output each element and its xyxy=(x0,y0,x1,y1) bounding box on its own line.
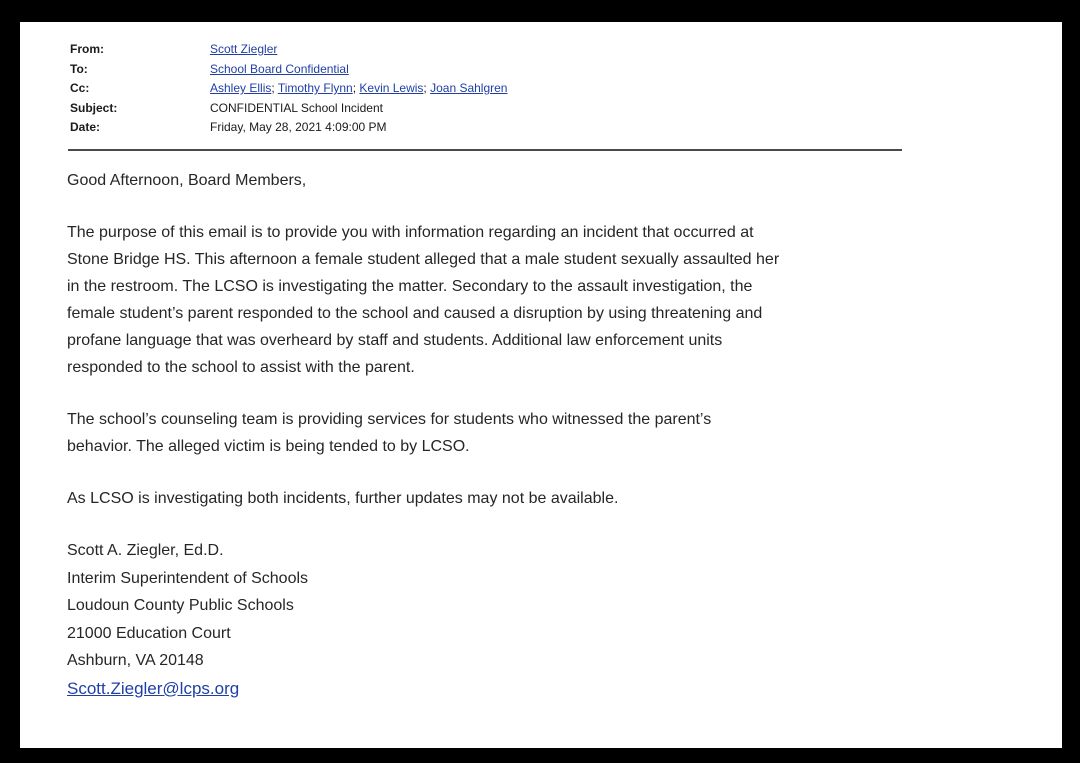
to-label: To: xyxy=(70,61,88,76)
paragraph-1-line: in the restroom. The LCSO is investigating the matter. Secondary to the assault investigation, the xyxy=(67,278,753,295)
spacer xyxy=(67,460,927,485)
to-link[interactable]: School Board Confidential xyxy=(210,61,349,76)
paragraph-3: As LCSO is investigating both incidents, further updates may not be available. xyxy=(67,490,619,507)
signature-name: Scott A. Ziegler, Ed.D. xyxy=(67,542,224,559)
date-row xyxy=(70,118,507,138)
paragraph-2-line: behavior. The alleged victim is being tended to by LCSO. xyxy=(67,438,470,455)
email-body xyxy=(67,167,927,703)
spacer xyxy=(67,512,927,537)
date-value: Friday, May 28, 2021 4:09:00 PM xyxy=(210,120,387,134)
paragraph-1-line: The purpose of this email is to provide you with information regarding an incident that occurred at xyxy=(67,224,754,241)
subject-label: Subject: xyxy=(70,100,118,115)
date-label: Date: xyxy=(70,120,101,134)
greeting: Good Afternoon, Board Members, xyxy=(67,172,307,189)
cc-separator: ; xyxy=(271,81,278,95)
from-label: From: xyxy=(70,42,104,56)
paragraph-2-line: The school’s counseling team is providing services for students who witnessed the parent’s xyxy=(67,411,712,428)
paragraph-1-line: profane language that was overheard by staff and students. Additional law enforcement units xyxy=(67,332,723,349)
signature-address-line-1: 21000 Education Court xyxy=(67,624,231,642)
cc-separator: ; xyxy=(423,81,431,95)
signature-block xyxy=(67,537,927,703)
cc-link-sahlgren[interactable]: Joan Sahlgren xyxy=(430,81,508,95)
signature-address-line-2: Ashburn, VA 20148 xyxy=(67,652,204,669)
paragraph-1-line: responded to the school to assist with the parent. xyxy=(67,359,415,376)
cc-separator: ; xyxy=(352,81,360,95)
paragraph-1-line: Stone Bridge HS. This afternoon a female student alleged that a male student sexually assaulted her xyxy=(67,251,780,268)
paragraph-2 xyxy=(67,406,927,460)
paragraph-1-line: female student’s parent responded to the school and caused a disruption by using threatening and xyxy=(67,305,763,322)
subject-value: CONFIDENTIAL School Incident xyxy=(210,100,383,115)
paragraph-1 xyxy=(67,219,927,381)
email-header xyxy=(70,40,507,138)
subject-row xyxy=(70,99,507,119)
from-row xyxy=(70,40,507,60)
cc-list xyxy=(210,79,507,99)
to-row xyxy=(70,60,507,80)
email-document xyxy=(20,22,1062,748)
cc-link-flynn[interactable]: Timothy Flynn xyxy=(277,81,353,95)
spacer xyxy=(67,381,927,406)
signature-organization: Loudoun County Public Schools xyxy=(67,597,294,614)
spacer xyxy=(67,194,927,219)
from-link[interactable]: Scott Ziegler xyxy=(210,42,278,56)
signature-title: Interim Superintendent of Schools xyxy=(67,569,309,587)
cc-link-lewis[interactable]: Kevin Lewis xyxy=(359,81,424,95)
cc-link-ellis[interactable]: Ashley Ellis xyxy=(210,81,272,95)
signature-email-link[interactable]: Scott.Ziegler@lcps.org xyxy=(67,678,240,698)
header-divider xyxy=(68,149,902,151)
cc-row xyxy=(70,79,507,99)
cc-label: Cc: xyxy=(70,81,90,95)
